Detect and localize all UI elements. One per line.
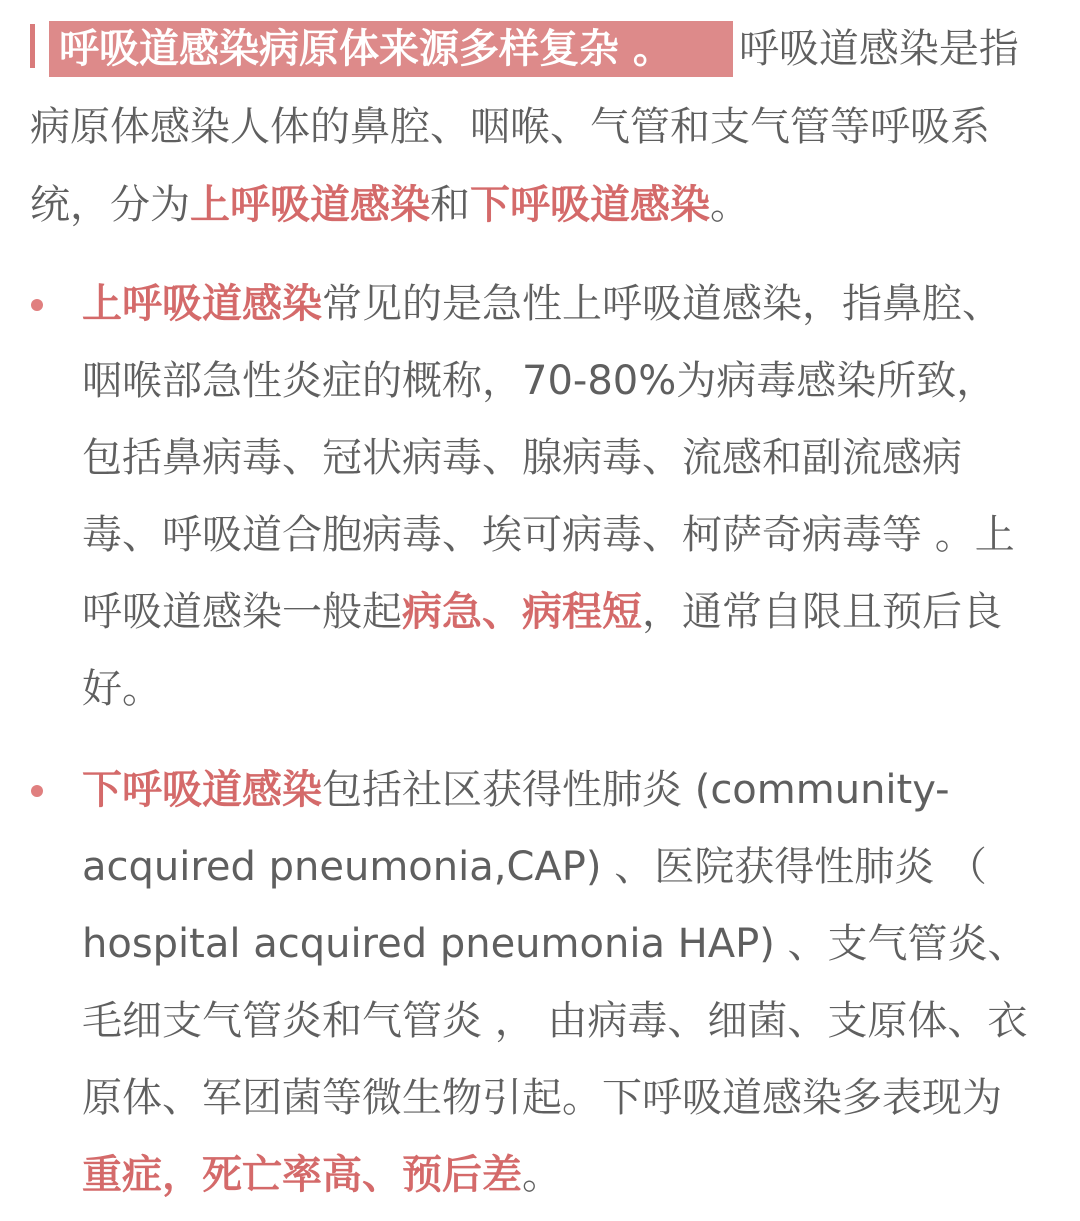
intro-text-2: 和 — [430, 182, 470, 228]
bullet-text — [82, 752, 1030, 1214]
bullet-body-1: 常见的是急性上呼吸道感染，指鼻腔、咽喉部急性炎症的概称，70-80%为病毒感染所致， 包括鼻病毒、冠状病毒、腺病毒、流感和副流感病毒、呼吸道合胞病毒、埃可病毒、柯萨奇病毒等 。上呼吸道感染一般起 — [82, 281, 1015, 635]
intro-highlight-lower: 下呼吸道感染 — [470, 182, 710, 228]
bullet-text — [82, 266, 1030, 728]
bullet-lead-highlight: 下呼吸道感染 — [82, 767, 322, 813]
bullet-lead-highlight: 上呼吸道感染 — [82, 281, 322, 327]
bullet-mid-highlight: 重症，死亡率高、预后差 — [82, 1152, 522, 1198]
intro-text-1: 呼吸道感染是指病原体感染人体的鼻腔、咽喉、气管和支气管等呼吸系统，分为 — [30, 26, 1019, 228]
title-accent-bar — [30, 24, 35, 68]
section-title: 呼吸道感染病原体来源多样复杂 。 — [49, 21, 733, 77]
bullet-upper-respiratory — [30, 266, 1030, 728]
bullet-lower-respiratory — [30, 752, 1030, 1214]
bullet-mid-highlight: 病急、病程短 — [402, 589, 642, 635]
bullet-body-1: 包括社区获得性肺炎 (community-acquired pneumonia,CAP) 、医院获得性肺炎 （ hospital acquired pneumonia HAP) 、支气管炎、毛细支气管炎和气管炎 ， 由病毒、细菌、支原体、衣原体、军团菌等微生物引起。下呼吸道感染多表现为 — [82, 767, 1028, 1121]
intro-paragraph — [30, 10, 1030, 244]
bullet-dot-icon — [31, 785, 43, 797]
bullet-body-2: 。 — [522, 1152, 562, 1198]
bullet-body-2: ，通常自限且预后良好。 — [82, 589, 1002, 712]
bullet-dot-icon — [31, 299, 43, 311]
intro-text-3: 。 — [710, 182, 750, 228]
intro-highlight-upper: 上呼吸道感染 — [190, 182, 430, 228]
